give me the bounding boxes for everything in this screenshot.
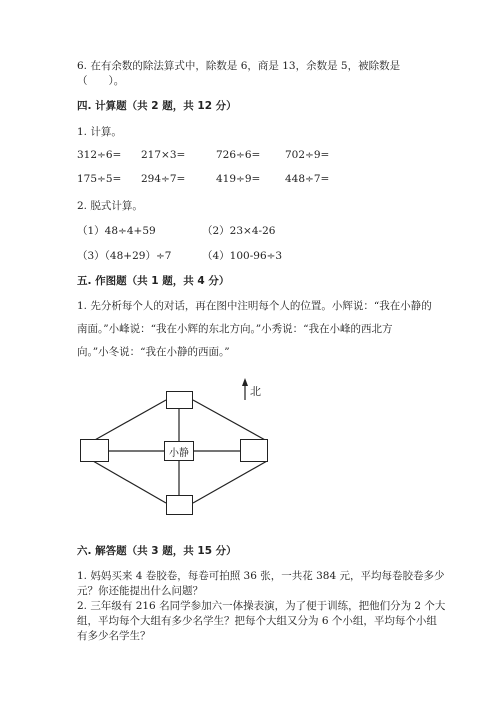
- calc-item: 175÷5=: [77, 173, 122, 185]
- position-box-right: [240, 439, 268, 462]
- calc-item: 217×3=: [141, 149, 186, 161]
- section5-title: 五. 作图题（共 1 题，共 4 分）: [77, 275, 230, 287]
- north-arrow-icon: [242, 378, 248, 400]
- section5-q1-line2: 南面。”小峰说：“我在小辉的东北方向。”小秀说：“我在小峰的西北方: [77, 323, 393, 335]
- section6-q2-line1: 2. 三年级有 216 名同学参加六一体操表演，为了便于训练，把他们分为 2 个大: [77, 600, 446, 612]
- step-item: （3）（48+29）÷7: [77, 250, 172, 262]
- section5-q1-line3: 向。”小冬说：“我在小静的西面。”: [77, 346, 230, 358]
- diagram-edge: [93, 461, 166, 503]
- north-label: 北: [250, 385, 261, 398]
- position-box-bottom: [166, 495, 193, 515]
- calc-item: 448÷7=: [285, 173, 330, 185]
- diagram-edge: [93, 400, 166, 441]
- position-box-top: [166, 391, 193, 409]
- section5-q1-line1: 1. 先分析每个人的对话，再在图中注明每个人的位置。小辉说：“我在小静的: [77, 300, 432, 312]
- section6-q1-line2: 元？你还能提出什么问题？: [77, 585, 203, 597]
- section6-title: 六. 解答题（共 3 题，共 15 分）: [77, 545, 237, 557]
- section6-q2-line2: 组，平均每个大组有多少名学生？把每个大组又分为 6 个小组，平均每个小组: [77, 615, 437, 627]
- step-item: （2）23×4-26: [202, 225, 276, 237]
- section6-q1-line1: 1. 妈妈买来 4 卷胶卷，每卷可拍照 36 张，一共花 384 元，平均每卷胶卷多少: [77, 570, 445, 582]
- q6-line2: （ ）。: [77, 75, 125, 87]
- calc-item: 312÷6=: [77, 149, 122, 161]
- section6-q2-line3: 有多少名学生？: [77, 630, 151, 642]
- section4-q2-label: 2. 脱式计算。: [77, 200, 143, 212]
- position-box-center: [164, 441, 194, 461]
- calc-item: 726÷6=: [216, 149, 261, 161]
- calc-item: 294÷7=: [141, 173, 186, 185]
- section4-q1-label: 1. 计算。: [77, 126, 122, 138]
- diagram-edge: [193, 461, 267, 503]
- calc-item: 702÷9=: [285, 149, 330, 161]
- center-label: 小静: [169, 447, 189, 459]
- q6-line1: 6. 在有余数的除法算式中，除数是 6，商是 13，余数是 5，被除数是: [77, 60, 401, 72]
- position-box-left: [80, 439, 109, 462]
- calc-item: 419÷9=: [216, 173, 261, 185]
- step-item: （4）100-96÷3: [202, 250, 283, 262]
- diagram-edge: [193, 400, 267, 441]
- section4-title: 四. 计算题（共 2 题，共 12 分）: [77, 100, 237, 112]
- step-item: （1）48÷4+59: [77, 225, 156, 237]
